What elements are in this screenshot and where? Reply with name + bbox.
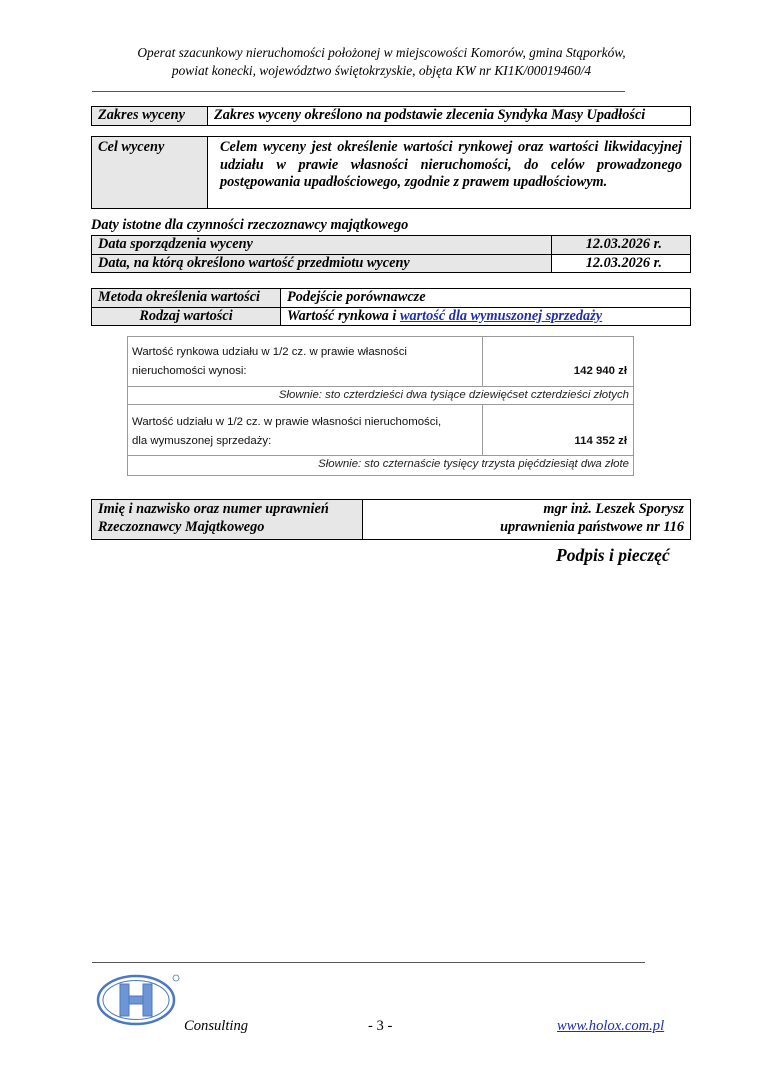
purpose-value: Celem wyceny jest określenie wartości rynkowej oraz wartości likwidacyjnej udziału w prawie własności nieruchomości, do celów prowadzonego postępowania upadłościowego, zgodnie z prawem upadłościowym. — [208, 137, 691, 209]
date-label: Data, na którą określono wartość przedmiotu wyceny — [92, 254, 552, 273]
forced-value-amount: 114 352 zł — [574, 435, 627, 447]
table-row — [92, 289, 691, 308]
holox-logo-icon — [96, 972, 180, 1026]
appraiser-label-line-1: Imię i nazwisko oraz numer uprawnień — [98, 501, 329, 517]
method-label: Metoda określenia wartości — [92, 289, 281, 308]
appraiser-table — [91, 499, 691, 540]
value-kind-plain: Wartość rynkowa i — [287, 307, 397, 324]
appraiser-value — [363, 500, 691, 540]
table-row — [92, 254, 691, 273]
market-value-amount: 142 940 zł — [573, 365, 627, 377]
header-divider — [92, 91, 625, 92]
forced-value-label-line-2: dla wymuszonej sprzedaży: — [132, 435, 272, 447]
purpose-label: Cel wyceny — [92, 137, 208, 209]
scope-label: Zakres wyceny — [92, 107, 208, 126]
market-value-label-line-1: Wartość rynkowa udziału w 1/2 cz. w prawie własności — [132, 346, 407, 358]
forced-value-label — [132, 413, 441, 451]
table-row — [92, 236, 691, 255]
document-header — [60, 44, 703, 80]
method-table — [91, 288, 691, 326]
scope-table — [91, 106, 691, 126]
market-value-words: Słownie: sto czterdzieści dwa tysiące dziewięćset czterdzieści złotych — [278, 389, 629, 401]
footer-divider — [92, 962, 645, 963]
dates-heading: Daty istotne dla czynności rzeczoznawcy majątkowego — [91, 217, 409, 233]
appraiser-name: mgr inż. Leszek Sporysz — [543, 501, 684, 517]
market-value-label — [132, 343, 407, 381]
scope-value: Zakres wyceny określono na podstawie zlecenia Syndyka Masy Upadłości — [208, 107, 691, 126]
value-kind-label: Rodzaj wartości — [92, 307, 281, 326]
table-row — [92, 307, 691, 326]
value-kind-link[interactable]: wartość dla wymuszonej sprzedaży — [399, 307, 603, 324]
header-line-1: Operat szacunkowy nieruchomości położonej w miejscowości Komorów, gmina Stąporków, — [137, 45, 626, 60]
appraiser-label — [92, 500, 363, 540]
value-kind-value — [281, 307, 691, 326]
forced-value-words: Słownie: sto czternaście tysięcy trzysta pięćdziesiąt dwa złote — [318, 458, 629, 470]
appraiser-license: uprawnienia państwowe nr 116 — [500, 518, 684, 535]
header-line-2: powiat konecki, województwo świętokrzyskie, objęta KW nr KI1K/00019460/4 — [171, 63, 592, 78]
footer-page-number: - 3 - — [368, 1018, 393, 1034]
dates-table — [91, 235, 691, 273]
footer-company: Consulting — [184, 1018, 249, 1034]
footer-website-link[interactable]: www.holox.com.pl — [557, 1018, 665, 1034]
market-value-label-line-2: nieruchomości wynosi: — [132, 365, 247, 377]
signature-label: Podpis i pieczęć — [556, 545, 670, 565]
purpose-table — [91, 136, 691, 209]
valuation-results-box — [127, 336, 634, 476]
forced-value-label-line-1: Wartość udziału w 1/2 cz. w prawie własności nieruchomości, — [132, 416, 442, 428]
date-label: Data sporządzenia wyceny — [92, 236, 552, 255]
method-value: Podejście porównawcze — [281, 289, 691, 308]
date-value: 12.03.2026 r. — [552, 236, 691, 255]
date-value: 12.03.2026 r. — [552, 254, 691, 273]
appraiser-label-line-2: Rzeczoznawcy Majątkowego — [98, 518, 265, 535]
